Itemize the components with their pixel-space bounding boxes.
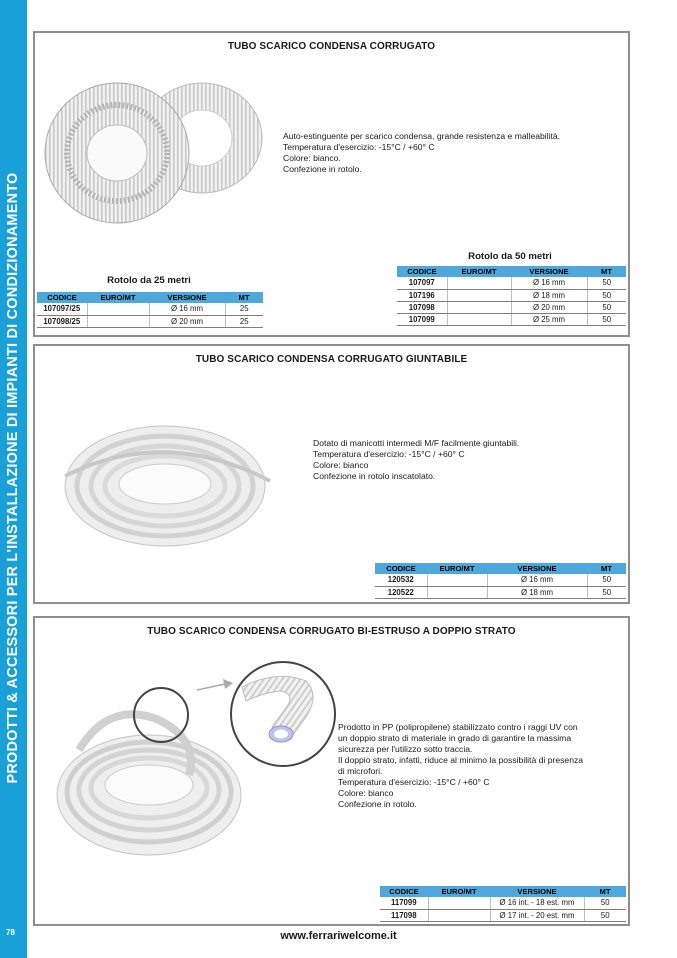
description-line: Confezione in rotolo inscatolato. [313,471,436,481]
spec-table-50m [397,266,626,326]
spec-table-bi-estruso [380,886,626,922]
cell-versione: Ø 20 mm [149,315,225,327]
header-euro-mt: EURO/MT [447,266,511,277]
cell-codice: 107098 [397,301,447,313]
table-header-row [380,886,626,897]
section-corrugato [33,31,630,337]
spec-table-giuntabile [375,563,626,599]
description-line: di microfori. [338,766,383,776]
header-codice: CODICE [380,886,428,897]
description-line: Confezione in rotolo. [338,799,417,809]
header-versione: VERSIONE [511,266,587,277]
sidebar-title: PRODOTTI & ACCESSORI PER L'INSTALLAZIONE DI IMPIANTI DI CONDIZIONAMENTO [5,172,21,784]
header-euro-mt: EURO/MT [427,563,487,574]
cell-mt: 50 [587,574,626,586]
table-header-row [375,563,626,574]
description-line: Il doppio strato, infatti, riduce al minimo la possibilità di presenza [338,755,584,765]
header-versione: VERSIONE [490,886,584,897]
cell-versione: Ø 18 mm [511,289,587,301]
table-row [397,277,626,289]
section-description [338,722,583,810]
cell-mt: 50 [587,313,626,325]
cell-mt: 50 [587,277,626,289]
table-row [375,586,626,598]
cell-euro-mt [427,574,487,586]
header-mt: MT [587,563,626,574]
cell-versione: Ø 25 mm [511,313,587,325]
cell-mt: 25 [225,315,263,327]
header-versione: VERSIONE [487,563,587,574]
description-line: Colore: bianco [338,788,394,798]
footer-website-link[interactable]: www.ferrariwelcome.it [280,930,397,942]
header-mt: MT [225,292,263,303]
cell-codice: 117098 [380,909,428,921]
section-title: TUBO SCARICO CONDENSA CORRUGATO GIUNTABILE [195,354,468,365]
tube-detail-zoom-image [228,659,338,769]
cell-euro-mt [447,301,511,313]
table-row [375,574,626,586]
cell-versione: Ø 17 int. - 20 est. mm [490,909,584,921]
table-row [397,313,626,325]
header-mt: MT [587,266,626,277]
cell-euro-mt [428,897,490,909]
description-line: Prodotto in PP (polipropilene) stabilizzato contro i raggi UV con [338,722,578,732]
table-label-25m: Rotolo da 25 metri [107,275,191,286]
table-row [380,909,626,921]
cell-codice: 107196 [397,289,447,301]
description-line: Auto-estinguente per scarico condensa, grande resistenza e malleabilità. [283,131,561,141]
cell-codice: 120522 [375,586,427,598]
spec-table-25m [37,292,263,328]
description-line: Confezione in rotolo. [283,164,362,174]
table-header-row [37,292,263,303]
section-description [283,131,560,175]
description-line: sicurezza per l'utilizzo sotto traccia. [338,744,473,754]
cell-euro-mt [447,289,511,301]
description-line: Temperatura d'esercizio: -15°C / +60° C [283,142,435,152]
section-description [313,438,519,482]
cell-euro-mt [428,909,490,921]
cell-euro-mt [87,315,149,327]
cell-versione: Ø 16 mm [487,574,587,586]
cell-euro-mt [447,277,511,289]
cell-euro-mt [427,586,487,598]
table-row [380,897,626,909]
header-versione: VERSIONE [149,292,225,303]
cell-codice: 107097/25 [37,303,87,315]
cell-versione: Ø 16 mm [149,303,225,315]
cell-euro-mt [87,303,149,315]
cell-mt: 25 [225,303,263,315]
cell-versione: Ø 20 mm [511,301,587,313]
cell-mt: 50 [587,586,626,598]
cell-mt: 50 [584,897,626,909]
magnifier-circle [131,685,191,745]
jointable-tube-roll-image [55,406,295,556]
cell-codice: 107098/25 [37,315,87,327]
description-line: Dotato di manicotti intermedi M/F facilmente giuntabili. [313,438,520,448]
description-line: Temperatura d'esercizio: -15°C / +60° C [338,777,490,787]
description-line: un doppio strato di materiale in grado di garantire la massima [338,733,572,743]
header-euro-mt: EURO/MT [87,292,149,303]
section-title: TUBO SCARICO CONDENSA CORRUGATO [227,41,436,52]
table-row [397,289,626,301]
cell-mt: 50 [587,301,626,313]
description-line: Temperatura d'esercizio: -15°C / +60° C [313,449,465,459]
table-label-50m: Rotolo da 50 metri [468,251,552,262]
corrugated-tube-roll-image [37,63,267,233]
cell-versione: Ø 16 int. - 18 est. mm [490,897,584,909]
header-codice: CODICE [37,292,87,303]
cell-mt: 50 [584,909,626,921]
sidebar-band [0,0,27,958]
table-row [37,315,263,327]
cell-codice: 120532 [375,574,427,586]
cell-codice: 107097 [397,277,447,289]
description-line: Colore: bianco [313,460,369,470]
description-line: Colore: bianco. [283,153,341,163]
section-bi-estruso [33,616,630,926]
table-row [397,301,626,313]
cell-versione: Ø 16 mm [511,277,587,289]
page-number: 78 [6,928,15,937]
cell-versione: Ø 18 mm [487,586,587,598]
cell-codice: 117099 [380,897,428,909]
table-header-row [397,266,626,277]
header-codice: CODICE [375,563,427,574]
cell-mt: 50 [587,289,626,301]
header-mt: MT [584,886,626,897]
header-euro-mt: EURO/MT [428,886,490,897]
cell-euro-mt [447,313,511,325]
section-giuntabile [33,344,630,604]
section-title: TUBO SCARICO CONDENSA CORRUGATO BI-ESTRUSO A DOPPIO STRATO [147,626,516,637]
cell-codice: 107099 [397,313,447,325]
header-codice: CODICE [397,266,447,277]
table-row [37,303,263,315]
